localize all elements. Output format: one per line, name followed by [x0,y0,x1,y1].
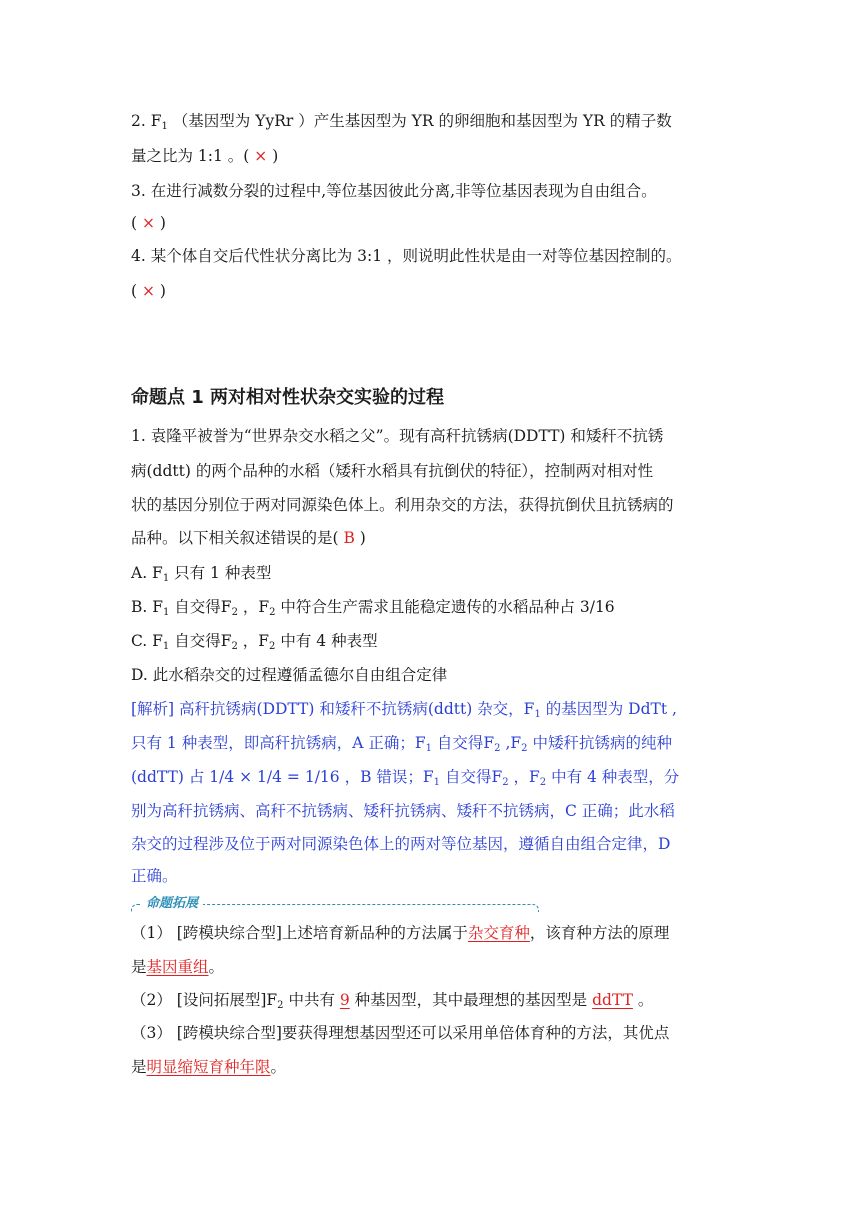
answer-blank: ddTT [592,991,633,1009]
analysis-line3 [131,766,731,788]
subscript: 1 [425,743,432,754]
text-span: ) [154,282,166,300]
text-span: 。 [632,991,654,1009]
text-span: （基因型为 YyRr ）产生基因型为 YR 的卵细胞和基因型为 YR 的精子数 [167,112,672,130]
subscript: 2 [539,777,547,788]
text-span: ) [354,529,366,547]
extension-q2 [131,989,731,1011]
text-span: 是 [131,1058,147,1076]
text-span: 品种。以下相关叙述错误的是( [131,529,344,547]
text-span: 只有 1 种表型，即高秆抗锈病，A 正确；F [131,734,426,752]
extension-q1-line1 [131,922,731,944]
subscript: 1 [161,121,168,132]
question-stem-line3: 状的基因分别位于两对同源染色体上。利用杂交的方法，获得抗倒伏且抗锈病的 [131,496,674,514]
subscript: 1 [162,573,170,584]
answer-blank: 杂交育种 [467,924,530,942]
section-heading: 命题点 1 两对相对性状杂交实验的过程 [131,387,445,408]
text-span: 自交得F [169,598,232,616]
text-span: 中有 4 种表型 [275,632,378,650]
wrong-mark: × [141,282,155,300]
text-span: 量之比为 1:1 。( [131,147,255,165]
judgment-4-line1: 4. 某个体自交后代性状分离比为 3:1 ，则说明此性状是由一对等位基因控制的。 [131,247,682,265]
question-stem-line4 [131,527,731,549]
text-span: 中符合生产需求且能稳定遗传的水稻品种占 3/16 [275,598,615,616]
text-span: ，该育种方法的原理 [529,924,670,942]
subscript: 2 [231,607,238,618]
text-span: ( [131,282,142,300]
subscript: 2 [521,743,528,754]
question-stem-line1: 1. 袁隆平被誉为“世界杂交水稻之父”。现有高秆抗锈病(DDTT) 和矮秆不抗锈 [131,427,664,445]
judgment-2-line2 [131,145,731,167]
text-span: ，F [237,632,270,650]
text-span: ) [154,214,166,232]
subscript: 2 [231,641,238,652]
text-span: 2. F [131,112,162,130]
subscript: 2 [277,1000,284,1011]
text-span: (ddTT) 占 1/4 × 1/4 = 1/16 ，B 错误；F [131,768,434,786]
text-span: 只有 1 种表型 [169,564,272,582]
subscript: 2 [269,641,276,652]
answer-blank: 9 [339,991,350,1009]
text-span: ，F [508,768,540,786]
text-span: 。 [208,958,225,976]
subscript: 1 [162,641,170,652]
text-span: ,F [500,734,522,752]
text-span: ，F [237,598,270,616]
subscript: 1 [433,777,441,788]
judgment-2-line1 [131,110,731,132]
extension-tag: 命题拓展 [141,894,203,914]
text-span: ( [131,214,142,232]
text-span: 自交得F [431,734,495,752]
extension-q1-line2 [131,956,731,978]
text-span: 中有 4 种表型，分 [546,768,680,786]
text-span: C. F [131,632,163,650]
extension-q3-line2 [131,1056,731,1078]
extension-header [131,894,539,914]
judgment-4-line2 [131,280,731,302]
answer-letter: B [343,529,355,547]
option-b [131,596,731,618]
answer-blank: 基因重组 [146,958,209,976]
subscript: 2 [269,607,276,618]
text-span: 自交得F [440,768,503,786]
subscript: 2 [502,777,509,788]
text-span: 中共有 [283,991,340,1009]
text-span: [解析] 高秆抗锈病(DDTT) 和矮秆不抗锈病(ddtt) 杂交，F [131,700,535,718]
text-span: （1） [跨模块综合型]上述培育新品种的方法属于 [131,924,468,942]
text-span: 是 [131,958,147,976]
subscript: 1 [163,607,170,618]
question-stem-line2: 病(ddtt) 的两个品种的水稻（矮秆水稻具有抗倒伏的特征），控制两对相对性 [131,462,654,480]
wrong-mark: × [254,147,268,165]
analysis-line5: 杂交的过程涉及位于两对同源染色体上的两对等位基因，遵循自由组合定律，D [131,835,671,853]
analysis-line1 [131,698,731,720]
text-span: 自交得F [169,632,232,650]
text-span: 中矮秆抗锈病的纯种 [527,734,672,752]
judgment-3-line1: 3. 在进行减数分裂的过程中,等位基因彼此分离,非等位基因表现为自由组合。 [131,182,657,200]
analysis-line2 [131,732,731,754]
analysis-line4: 别为高秆抗锈病、高秆不抗锈病、矮秆抗锈病、矮秆不抗锈病，C 正确；此水稻 [131,802,675,820]
answer-blank: 明显缩短育种年限 [146,1058,271,1076]
text-span: 种基因型，其中最理想的基因型是 [349,991,593,1009]
extension-q3-line1: （3） [跨模块综合型]要获得理想基因型还可以采用单倍体育种的方法，其优点 [131,1024,670,1042]
text-span: 。 [270,1058,287,1076]
text-span: （2） [设问拓展型]F [131,991,278,1009]
option-c [131,630,731,652]
subscript: 2 [494,743,501,754]
text-span: B. F [131,598,163,616]
text-span: A. F [131,564,163,582]
judgment-3-line2 [131,212,731,234]
wrong-mark: × [141,214,155,232]
text-span: 的基因型为 DdTt , [540,700,677,718]
analysis-line6: 正确。 [131,867,178,885]
option-d: D. 此水稻杂交的过程遵循孟德尔自由组合定律 [131,666,448,684]
option-a [131,562,731,584]
subscript: 1 [534,709,541,720]
text-span: ) [267,147,279,165]
